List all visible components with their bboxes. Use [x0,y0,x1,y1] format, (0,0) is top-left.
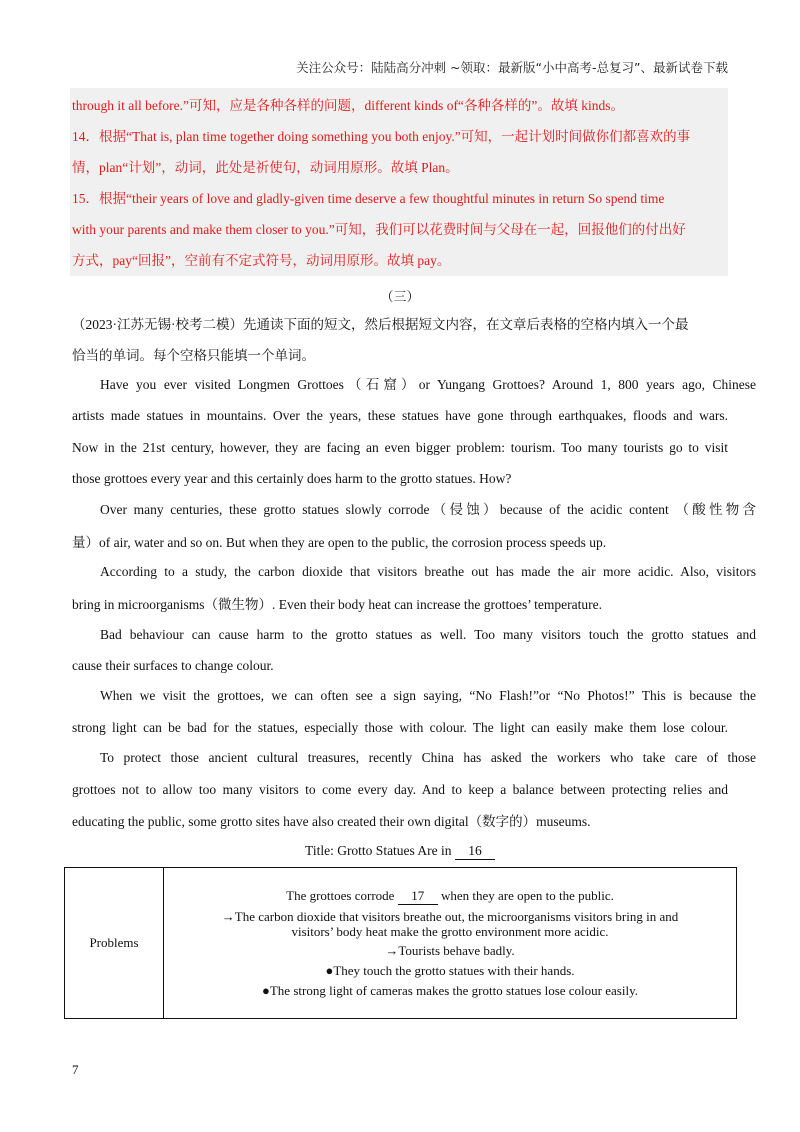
line-text: visitors’ body heat make the grotto environment more acidic. [291,923,609,939]
answer-line: with your parents and make them closer to you.”可知，我们可以花费时间与父母在一起，回报他们的付出好 [72,222,686,237]
table-line: →Tourists behave badly. [385,942,515,958]
page-number: 7 [72,1062,79,1077]
problems-table [64,867,737,1019]
passage-line: According to a study, the carbon dioxide that visitors breathe out has made the air more acidic. Also, visitors [100,564,756,579]
passage-line: Have you ever visited Longmen Grottoes（石窟）or Yungang Grottoes? Around 1, 800 years ago, Chinese [100,377,756,392]
answer-line: 15．根据“their years of love and gladly-given time deserve a few thoughtful minutes in return So spend time [72,191,665,206]
passage-line: strong light can be bad for the statues, especially those with colour. The light can easily make them lose colour. [72,720,728,735]
passage-line: 量）of air, water and so on. But when they are open to the public, the corrosion process speeds up. [72,535,607,550]
line-text: →The carbon dioxide that visitors breathe out, the microorganisms visitors bring in and [221,908,679,924]
passage-line: educating the public, some grotto sites have also created their own digital（数字的）museums. [72,814,591,829]
passage-line: grottoes not to allow too many visitors to come every day. And to keep a balance between protecting relies and [72,782,728,797]
table-line: ●The strong light of cameras makes the grotto statues lose colour easily. [262,982,638,998]
passage-line: When we visit the grottoes, we can often see a sign saying, “No Flash!”or “No Photos!” This is because the [100,688,756,703]
passage-line: bring in microorganisms（微生物）. Even their body heat can increase the grottoes’ temperature. [72,597,602,612]
problems-label: Problems [65,868,164,1019]
blank-16: 16 [455,843,495,860]
answer-explanation-box [70,88,728,276]
blank-17: 17 [398,888,438,905]
line-text: The grottoes corrode [286,887,395,903]
section-title: （三） [380,289,420,304]
instruction-line: 恰当的单词。每个空格只能填一个单词。 [72,348,315,363]
table-line [172,888,728,905]
table-title-text: Title: Grotto Statues Are in [305,843,452,858]
passage-line: Over many centuries, these grotto statues slowly corrode（侵蚀）because of the acidic content （酸性物含 [100,502,756,517]
problems-content [164,868,737,1019]
instruction-line: （2023·江苏无锡·校考二模）先通读下面的短文，然后根据短文内容，在文章后表格的空格内填入一个最 [72,317,689,332]
passage-line: Bad behaviour can cause harm to the grotto statues as well. Too many visitors touch the grotto statues and [100,627,756,642]
passage-line: To protect those ancient cultural treasures, recently China has asked the workers who take care of those [100,750,756,765]
passage-line: those grottoes every year and this certainly does harm to the grotto statues. How? [72,471,512,486]
answer-line: through it all before.”可知，应是各种各样的问题，different kinds of“各种各样的”。故填 kinds。 [72,98,625,113]
passage-line: cause their surfaces to change colour. [72,658,274,673]
answer-line: 14．根据“That is, plan time together doing something you both enjoy.”可知，一起计划时间做你们都喜欢的事 [72,129,691,144]
passage-line: artists made statues in mountains. Over the years, these statues have gone through earthquakes, floods and wars. [72,408,728,423]
answer-line: 方式，pay“回报”，空前有不定式符号，动词用原形。故填 pay。 [72,253,451,268]
table-line [172,909,728,939]
passage-line: Now in the 21st century, however, they are facing an even bigger problem: tourism. Too many tourists go to visit [72,440,728,455]
page-header: 关注公众号：陆陆高分冲刺 ~领取：最新版“小中高考-总复习”、最新试卷下载 [296,60,728,75]
table-title [0,843,800,860]
answer-line: 情，plan“计划”，动词，此处是祈使句，动词用原形。故填 Plan。 [72,160,459,175]
line-text: when they are open to the public. [440,887,614,903]
table-line: ●They touch the grotto statues with their hands. [325,962,575,978]
